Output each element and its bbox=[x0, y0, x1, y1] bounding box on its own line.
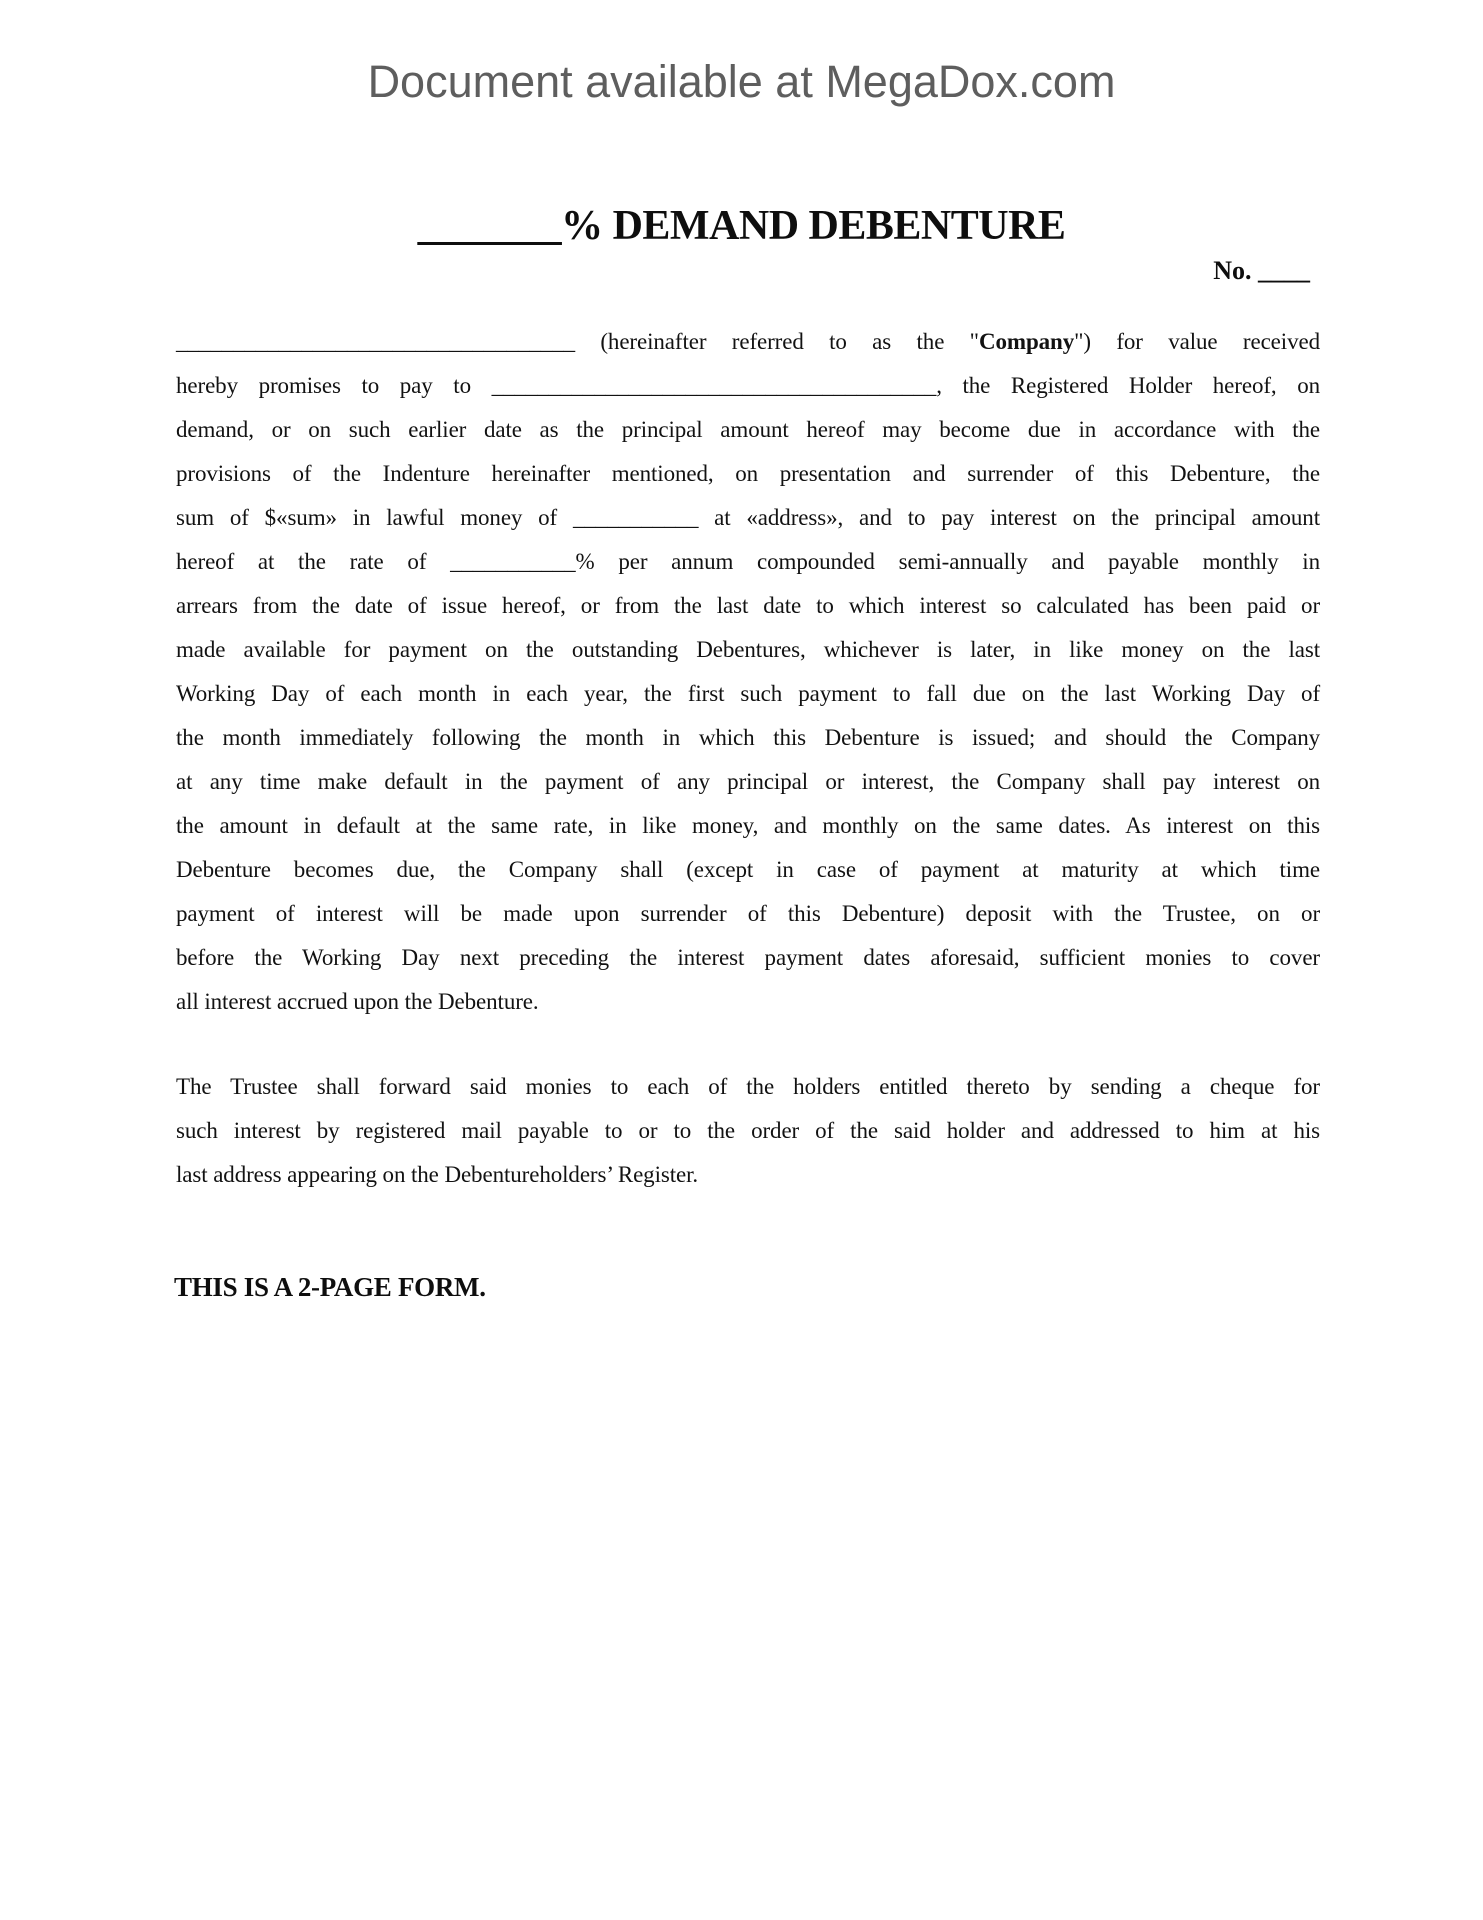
megadox-watermark: Document available at MegaDox.com bbox=[367, 56, 1116, 107]
document-title bbox=[0, 202, 1483, 250]
debenture-number bbox=[1213, 256, 1310, 286]
text-line: arrears from the date of issue hereof, or from the last date to which interest so calculated has been paid or bbox=[176, 593, 1320, 618]
text-line: provisions of the Indenture hereinafter mentioned, on presentation and surrender of this Debenture, the bbox=[176, 461, 1320, 486]
debenture-number-blank: ____ bbox=[1258, 256, 1310, 285]
debenture-number-label: No. bbox=[1213, 256, 1258, 285]
text-line: the month immediately following the month in which this Debenture is issued; and should the Company bbox=[176, 725, 1320, 750]
text-line: before the Working Day next preceding the interest payment dates aforesaid, sufficient monies to cover bbox=[176, 945, 1320, 970]
text-line: such interest by registered mail payable to or to the order of the said holder and addressed to him at his bbox=[176, 1118, 1320, 1143]
text-line: hereof at the rate of ___________% per annum compounded semi-annually and payable monthly in bbox=[176, 549, 1320, 574]
text-line: made available for payment on the outstanding Debentures, whichever is later, in like money on the last bbox=[176, 637, 1320, 662]
text-line: last address appearing on the Debentureholders’ Register. bbox=[176, 1162, 699, 1187]
title-text: % DEMAND DEBENTURE bbox=[561, 203, 1066, 249]
two-page-form-note: THIS IS A 2-PAGE FORM. bbox=[174, 1272, 486, 1302]
title-rate-blank: _______ bbox=[417, 203, 562, 249]
text-line: ___________________________________ (hereinafter referred to as the "Company") for value received bbox=[176, 329, 1320, 354]
text-line: all interest accrued upon the Debenture. bbox=[176, 989, 539, 1014]
text-line: The Trustee shall forward said monies to each of the holders entitled thereto by sending a cheque for bbox=[176, 1074, 1320, 1099]
text-line: at any time make default in the payment of any principal or interest, the Company shall pay interest on bbox=[176, 769, 1320, 794]
text-line: hereby promises to pay to _______________________________________, the Registered Holder hereof, on bbox=[176, 373, 1320, 398]
text-line: Working Day of each month in each year, the first such payment to fall due on the last Working Day of bbox=[176, 681, 1320, 706]
text-line: the amount in default at the same rate, in like money, and monthly on the same dates. As interest on this bbox=[176, 813, 1320, 838]
paragraph-promise-to-pay bbox=[176, 320, 1320, 1024]
text-line: payment of interest will be made upon surrender of this Debenture) deposit with the Trustee, on or bbox=[176, 901, 1320, 926]
paragraph-trustee-monies bbox=[176, 1065, 1320, 1197]
text-line: demand, or on such earlier date as the principal amount hereof may become due in accordance with the bbox=[176, 417, 1320, 442]
text-line: sum of $«sum» in lawful money of ___________ at «address», and to pay interest on the principal amount bbox=[176, 505, 1320, 530]
text-line: Debenture becomes due, the Company shall (except in case of payment at maturity at which time bbox=[176, 857, 1320, 882]
